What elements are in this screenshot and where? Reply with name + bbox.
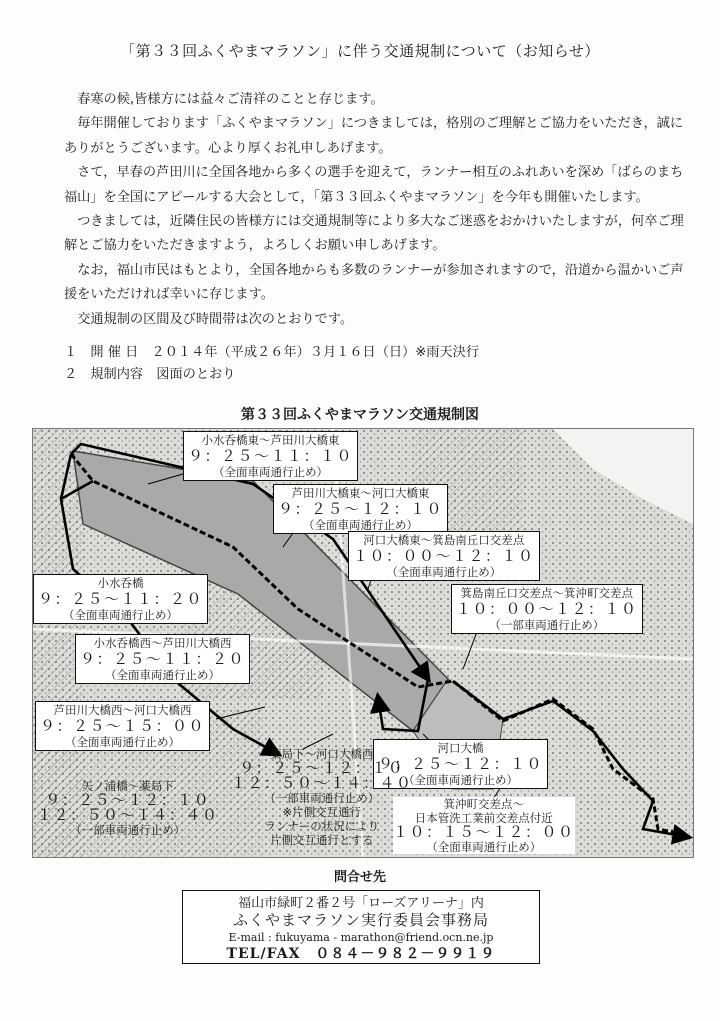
contact-address: 福山市緑町２番２号「ローズアリーナ」内 bbox=[238, 896, 484, 911]
paragraph: なお，福山市民はもとより，全国各地からも多数のランナーが参加されますので，沿道から温かいご声援をいただければ幸いに存じます。 bbox=[64, 262, 684, 303]
map-title: 第３３回ふくやまマラソン交通規制図 bbox=[241, 407, 479, 423]
traffic-map bbox=[32, 428, 694, 858]
contact-phone: TEL/FAX ０８４－９８２－９９１９ bbox=[226, 946, 496, 962]
map-label-time: ９：２５～１１：２０ bbox=[38, 589, 204, 608]
map-label bbox=[37, 779, 219, 837]
map-label bbox=[35, 701, 210, 751]
map-label-name-2: 日本管洗工業前交差点付近 bbox=[414, 811, 553, 825]
paragraph: 交通規制の区間及び時間帯は次のとおりです。 bbox=[77, 311, 354, 327]
paragraph: 毎年開催しております「ふくやまマラソン」につきましては，格別のご理解とご協力をいただき，誠にありがとうございます。心より厚くお礼申しあげます。 bbox=[64, 116, 684, 156]
map-label-note: （全面車両通行止め） bbox=[303, 517, 418, 532]
page-title: 「第３３回ふくやまマラソン」に伴う交通規制について（お知らせ） bbox=[120, 42, 600, 60]
list-item: ２ 規制内容 図面のとおり bbox=[64, 367, 236, 382]
map-label-note: （全面車両通行止め） bbox=[386, 564, 502, 579]
map-label-time: ９：２５～１１：２０ bbox=[80, 649, 246, 668]
map-label-time: ９：２５～１２：１０ bbox=[278, 499, 444, 518]
map-label-name: 箕沖町交差点～ bbox=[443, 797, 524, 811]
map-label bbox=[33, 574, 208, 624]
map-label-note: （一部車両通行止め） bbox=[70, 823, 186, 837]
map-label-time: ９：２５～１２：１０ bbox=[378, 754, 544, 773]
map-label-note-4: 片側交互通行とする bbox=[270, 833, 374, 847]
map-label-time: ９：２５～１５：００ bbox=[40, 716, 206, 735]
paragraph: 春寒の候,皆様方には益々ご清祥のことと存じます。 bbox=[77, 92, 384, 107]
paragraph: さて，早春の芦田川に全国各地から多くの選手を迎えて，ランナー相互のふれあいを深め「ばらのまち福山」を全国にアピールする大会として，「第３３回ふくやまマラソン」を今年も開催いたします。 bbox=[64, 165, 684, 205]
map-label bbox=[231, 747, 413, 847]
map-label bbox=[451, 584, 643, 634]
map-label-note: （全面車両通行止め） bbox=[65, 734, 180, 749]
contact-email: E-mail : fukuyama - marathon@friend.ocn.ne.jp bbox=[228, 931, 494, 944]
map-label-name: 矢ノ浦橋～薬局下 bbox=[81, 779, 174, 793]
map-label-time: ９：２５～１１：１０ bbox=[188, 446, 354, 465]
body-text bbox=[64, 88, 684, 332]
map-label-time-2: １２：５０～１４：４０ bbox=[37, 806, 219, 824]
map-label-note: （全面車両通行止め） bbox=[63, 607, 178, 622]
map-label-name: 河口大橋 bbox=[437, 741, 484, 755]
map-label-note: （全面車両通行止め） bbox=[403, 772, 518, 787]
map-label bbox=[75, 634, 250, 684]
map-label-name: 芦田川大橋東～河口大橋東 bbox=[291, 486, 430, 500]
map-label bbox=[348, 531, 540, 581]
map-label-time: １０：００～１２：１０ bbox=[456, 599, 638, 618]
map-label bbox=[393, 797, 575, 854]
map-label-name: 箕島南丘口交差点～箕沖町交差点 bbox=[460, 586, 633, 600]
contact-organization: ふくやまマラソン実行委員会事務局 bbox=[232, 911, 489, 929]
list-item: １ 開 催 日 ２０１４年（平成２６年）３月１６日（日）※雨天決行 bbox=[64, 345, 480, 360]
map-label-time-2: １２：５０～１４：４０ bbox=[231, 774, 413, 792]
contact-label: 問合せ先 bbox=[333, 870, 386, 885]
map-label-name: 小水呑橋東～芦田川大橋東 bbox=[201, 433, 340, 447]
map-label-name: 芦田川大橋西～河口大橋西 bbox=[53, 703, 192, 717]
map-label-time: ９：２５～１２：１０ bbox=[239, 759, 405, 777]
map-label-name: 小水呑橋西～芦田川大橋西 bbox=[93, 636, 232, 650]
map-label-note-2: ※片側交互通行 bbox=[282, 805, 362, 819]
contact-box bbox=[182, 890, 540, 964]
map-label bbox=[183, 431, 358, 481]
map-label-time: ９：２５～１２：１０ bbox=[45, 791, 211, 809]
map-label-note: （一部車両通行止め） bbox=[489, 617, 605, 632]
map-label-name: 河口大橋東～箕島南丘口交差点 bbox=[363, 533, 525, 547]
map-label-note: （全面車両通行止め） bbox=[426, 840, 542, 854]
map-label-note: （全面車両通行止め） bbox=[105, 667, 220, 682]
map-label-note-3: ランナーの状況により bbox=[264, 819, 380, 833]
map-label-note: （全面車両通行止め） bbox=[213, 464, 328, 479]
map-label-note: （一部車両通行止め） bbox=[264, 791, 380, 805]
map-label-time: １０：００～１２：１０ bbox=[353, 546, 535, 565]
map-label-time: １０：１５～１２：００ bbox=[393, 823, 575, 841]
map-label bbox=[273, 484, 448, 534]
map-label-name: 小水呑橋 bbox=[97, 576, 144, 590]
map-label-name: 薬局下～河口大橋西 bbox=[270, 747, 374, 761]
item-list bbox=[64, 342, 479, 386]
paragraph: つきましては，近隣住民の皆様方には交通規制等により多大なご迷惑をおかけいたしますが，何卒ご理解とご協力をいただきますよう，よろしくお願い申しあげます。 bbox=[64, 214, 684, 254]
